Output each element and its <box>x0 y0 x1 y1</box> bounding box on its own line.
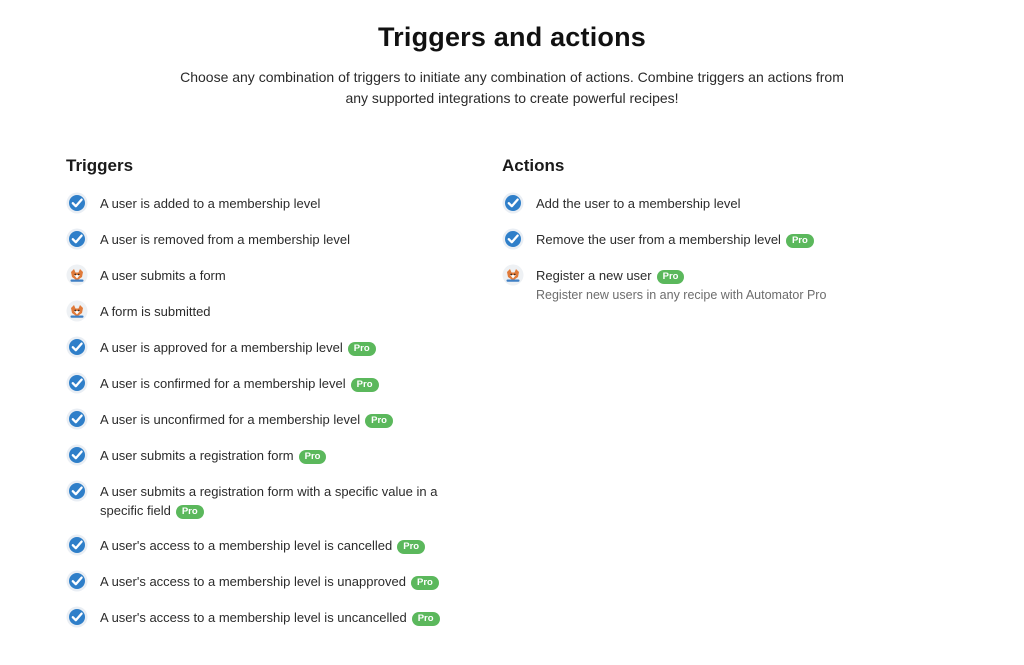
trigger-item-text <box>100 446 326 465</box>
action-item-label: Register a new user <box>536 268 652 283</box>
trigger-item-label: A user submits a form <box>100 268 226 283</box>
fox-icon <box>66 264 88 286</box>
fox-icon <box>502 264 524 286</box>
trigger-item-label: A user is removed from a membership level <box>100 232 350 247</box>
trigger-item-text <box>100 374 379 393</box>
trigger-item[interactable] <box>66 608 502 628</box>
action-item[interactable] <box>502 230 902 250</box>
actions-list <box>502 194 902 305</box>
check-badge-icon <box>66 570 88 592</box>
pro-badge: Pro <box>397 540 425 554</box>
actions-column <box>502 156 902 644</box>
triggers-list <box>66 194 502 628</box>
hero <box>0 0 1024 109</box>
trigger-item-label: A form is submitted <box>100 304 211 319</box>
fox-icon <box>66 300 88 322</box>
check-badge-icon <box>66 336 88 358</box>
trigger-item-text <box>100 572 439 591</box>
check-badge-icon <box>66 228 88 250</box>
check-badge-icon <box>502 228 524 250</box>
check-badge-icon <box>66 606 88 628</box>
pro-badge: Pro <box>365 414 393 428</box>
action-item[interactable] <box>502 194 902 214</box>
action-item-text <box>536 266 826 305</box>
check-badge-icon <box>66 444 88 466</box>
trigger-item[interactable] <box>66 266 502 286</box>
trigger-item-label: A user is confirmed for a membership level <box>100 376 346 391</box>
pro-badge: Pro <box>299 450 327 464</box>
page-subtitle: Choose any combination of triggers to initiate any combination of actions. Combine triggers an actions from any supported integrations to create powerful recipes! <box>180 69 844 106</box>
trigger-item[interactable] <box>66 482 502 520</box>
trigger-item[interactable] <box>66 446 502 466</box>
action-item-label: Add the user to a membership level <box>536 196 741 211</box>
action-item-text <box>536 230 814 249</box>
pro-badge: Pro <box>786 234 814 248</box>
trigger-item-label: A user submits a registration form <box>100 448 294 463</box>
trigger-item-label: A user is added to a membership level <box>100 196 321 211</box>
triggers-heading: Triggers <box>66 156 134 175</box>
action-item-description: Register new users in any recipe with Automator Pro <box>536 288 827 302</box>
trigger-item-text <box>100 536 425 555</box>
check-badge-icon <box>66 534 88 556</box>
action-item[interactable] <box>502 266 902 305</box>
action-item-text <box>536 194 741 213</box>
trigger-item-label: A user is approved for a membership level <box>100 340 343 355</box>
trigger-item-text <box>100 338 376 357</box>
trigger-item-label: A user submits a registration form with a specific value in a specific field <box>100 484 438 518</box>
triggers-column <box>66 156 502 644</box>
trigger-item[interactable] <box>66 194 502 214</box>
trigger-item-text <box>100 410 393 429</box>
trigger-item[interactable] <box>66 302 502 322</box>
check-badge-icon <box>66 408 88 430</box>
trigger-item-text <box>100 266 226 285</box>
trigger-item-text <box>100 608 440 627</box>
actions-heading: Actions <box>502 156 565 175</box>
trigger-item[interactable] <box>66 230 502 250</box>
trigger-item-text <box>100 482 470 520</box>
check-badge-icon <box>502 192 524 214</box>
trigger-item-label: A user is unconfirmed for a membership level <box>100 412 361 427</box>
pro-badge: Pro <box>411 576 439 590</box>
trigger-item-text <box>100 230 350 249</box>
pro-badge: Pro <box>351 378 379 392</box>
trigger-item-label: A user's access to a membership level is unapproved <box>100 574 406 589</box>
pro-badge: Pro <box>348 342 376 356</box>
trigger-item[interactable] <box>66 374 502 394</box>
trigger-item-label: A user's access to a membership level is cancelled <box>100 538 393 553</box>
pro-badge: Pro <box>412 612 440 626</box>
columns <box>66 156 1024 644</box>
trigger-item[interactable] <box>66 410 502 430</box>
trigger-item[interactable] <box>66 536 502 556</box>
trigger-item[interactable] <box>66 338 502 358</box>
trigger-item-text <box>100 302 211 321</box>
page-title: Triggers and actions <box>377 22 647 52</box>
pro-badge: Pro <box>176 505 204 519</box>
trigger-item-label: A user's access to a membership level is uncancelled <box>100 610 407 625</box>
action-item-label: Remove the user from a membership level <box>536 232 781 247</box>
check-badge-icon <box>66 480 88 502</box>
pro-badge: Pro <box>657 270 685 284</box>
check-badge-icon <box>66 372 88 394</box>
check-badge-icon <box>66 192 88 214</box>
trigger-item[interactable] <box>66 572 502 592</box>
trigger-item-text <box>100 194 320 213</box>
